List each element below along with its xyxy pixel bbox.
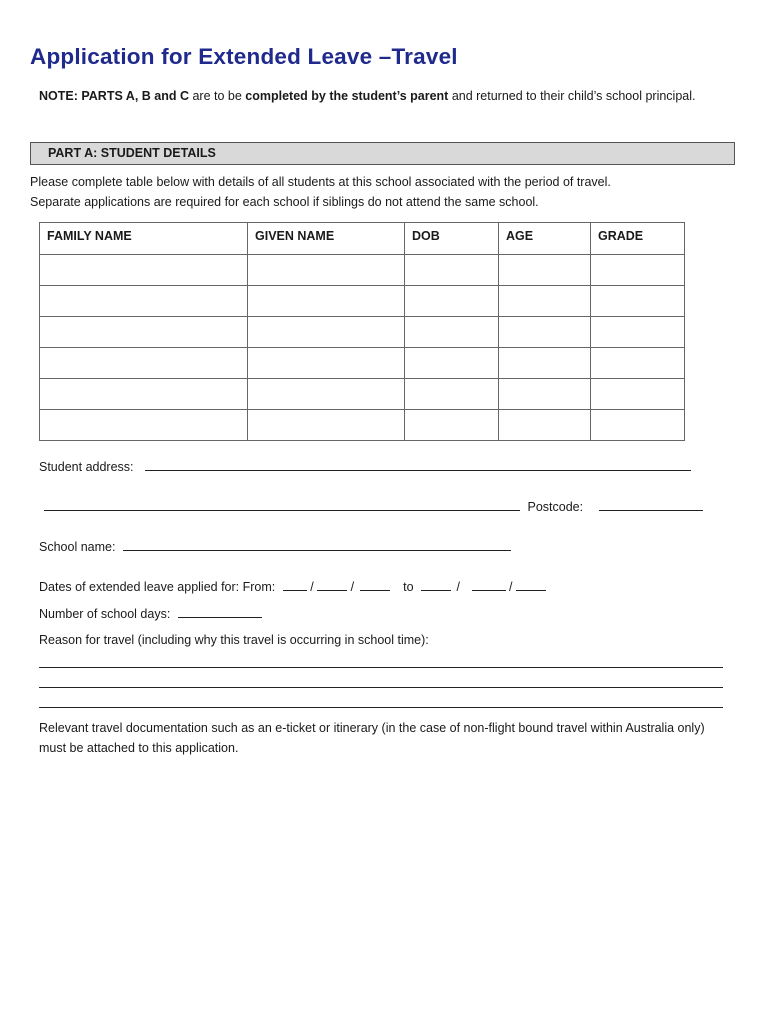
- school-days-row: [39, 605, 262, 623]
- table-instructions: [30, 172, 735, 212]
- date-separator: /: [456, 580, 461, 594]
- dob-cell[interactable]: [405, 348, 499, 379]
- column-header-dob: DOB: [405, 223, 499, 255]
- age-cell[interactable]: [499, 255, 591, 286]
- parent-note: [39, 86, 739, 106]
- age-cell[interactable]: [499, 286, 591, 317]
- student-address-row: [39, 458, 691, 476]
- table-row: [40, 317, 685, 348]
- instructions-line-2: Separate applications are required for each school if siblings do not attend the same school.: [30, 195, 539, 209]
- from-month-field[interactable]: [317, 578, 347, 591]
- table-header-row: [40, 223, 685, 255]
- from-day-field[interactable]: [283, 578, 307, 591]
- leave-dates-label: Dates of extended leave applied for: From:: [39, 580, 276, 594]
- column-header-family-name: FAMILY NAME: [40, 223, 248, 255]
- reason-label: Reason for travel (including why this travel is occurring in school time):: [39, 633, 429, 647]
- instructions-line-1: Please complete table below with details of all students at this school associated with the period of travel.: [30, 175, 611, 189]
- grade-cell[interactable]: [591, 317, 685, 348]
- grade-cell[interactable]: [591, 348, 685, 379]
- column-header-age: AGE: [499, 223, 591, 255]
- note-text-end: and returned to their child’s school principal.: [448, 89, 696, 103]
- section-heading-part-a: PART A: STUDENT DETAILS: [30, 142, 735, 165]
- family-name-cell[interactable]: [40, 348, 248, 379]
- column-header-given-name: GIVEN NAME: [248, 223, 405, 255]
- postcode-label: Postcode:: [527, 500, 584, 514]
- school-name-row: [39, 538, 511, 556]
- table-row: [40, 348, 685, 379]
- family-name-cell[interactable]: [40, 379, 248, 410]
- given-name-cell[interactable]: [248, 410, 405, 441]
- given-name-cell[interactable]: [248, 379, 405, 410]
- grade-cell[interactable]: [591, 379, 685, 410]
- dob-cell[interactable]: [405, 286, 499, 317]
- family-name-cell[interactable]: [40, 286, 248, 317]
- reason-line-3[interactable]: [39, 707, 723, 708]
- student-details-table: [39, 222, 685, 441]
- note-text: are to be: [189, 89, 246, 103]
- column-header-grade: GRADE: [591, 223, 685, 255]
- grade-cell[interactable]: [591, 286, 685, 317]
- school-days-field[interactable]: [178, 605, 262, 618]
- table-row: [40, 410, 685, 441]
- note-parts: NOTE: PARTS A, B and C: [39, 89, 189, 103]
- documentation-note: Relevant travel documentation such as an e-ticket or itinerary (in the case of non-flight bound travel within Australia only) must be attached to this application.: [39, 721, 705, 755]
- reason-line-2[interactable]: [39, 687, 723, 688]
- to-label: to: [403, 580, 414, 594]
- table-row: [40, 255, 685, 286]
- student-rows: [40, 255, 685, 441]
- given-name-cell[interactable]: [248, 255, 405, 286]
- school-days-label: Number of school days:: [39, 607, 171, 621]
- dob-cell[interactable]: [405, 410, 499, 441]
- reason-line-1[interactable]: [39, 667, 723, 668]
- age-cell[interactable]: [499, 379, 591, 410]
- grade-cell[interactable]: [591, 255, 685, 286]
- from-year-field[interactable]: [360, 578, 390, 591]
- dob-cell[interactable]: [405, 317, 499, 348]
- given-name-cell[interactable]: [248, 317, 405, 348]
- grade-cell[interactable]: [591, 410, 685, 441]
- dob-cell[interactable]: [405, 255, 499, 286]
- given-name-cell[interactable]: [248, 286, 405, 317]
- date-separator: /: [508, 580, 513, 594]
- note-emphasis: completed by the student’s parent: [245, 89, 449, 103]
- age-cell[interactable]: [499, 348, 591, 379]
- school-name-field[interactable]: [123, 538, 511, 551]
- date-separator: /: [350, 580, 355, 594]
- family-name-cell[interactable]: [40, 255, 248, 286]
- age-cell[interactable]: [499, 410, 591, 441]
- page-title: Application for Extended Leave –Travel: [30, 44, 458, 69]
- student-address-line-2-field[interactable]: [44, 498, 520, 511]
- family-name-cell[interactable]: [40, 317, 248, 348]
- to-year-field[interactable]: [516, 578, 546, 591]
- given-name-cell[interactable]: [248, 348, 405, 379]
- student-address-label: Student address:: [39, 460, 134, 474]
- reason-label-row: [39, 631, 429, 649]
- dob-cell[interactable]: [405, 379, 499, 410]
- school-name-label: School name:: [39, 540, 116, 554]
- postcode-field[interactable]: [599, 498, 703, 511]
- leave-dates-row: [39, 578, 546, 596]
- to-day-field[interactable]: [421, 578, 451, 591]
- age-cell[interactable]: [499, 317, 591, 348]
- to-month-field[interactable]: [472, 578, 506, 591]
- address-postcode-row: [44, 498, 703, 516]
- table-row: [40, 379, 685, 410]
- family-name-cell[interactable]: [40, 410, 248, 441]
- table-row: [40, 286, 685, 317]
- student-address-field[interactable]: [145, 458, 691, 471]
- date-separator: /: [310, 580, 314, 594]
